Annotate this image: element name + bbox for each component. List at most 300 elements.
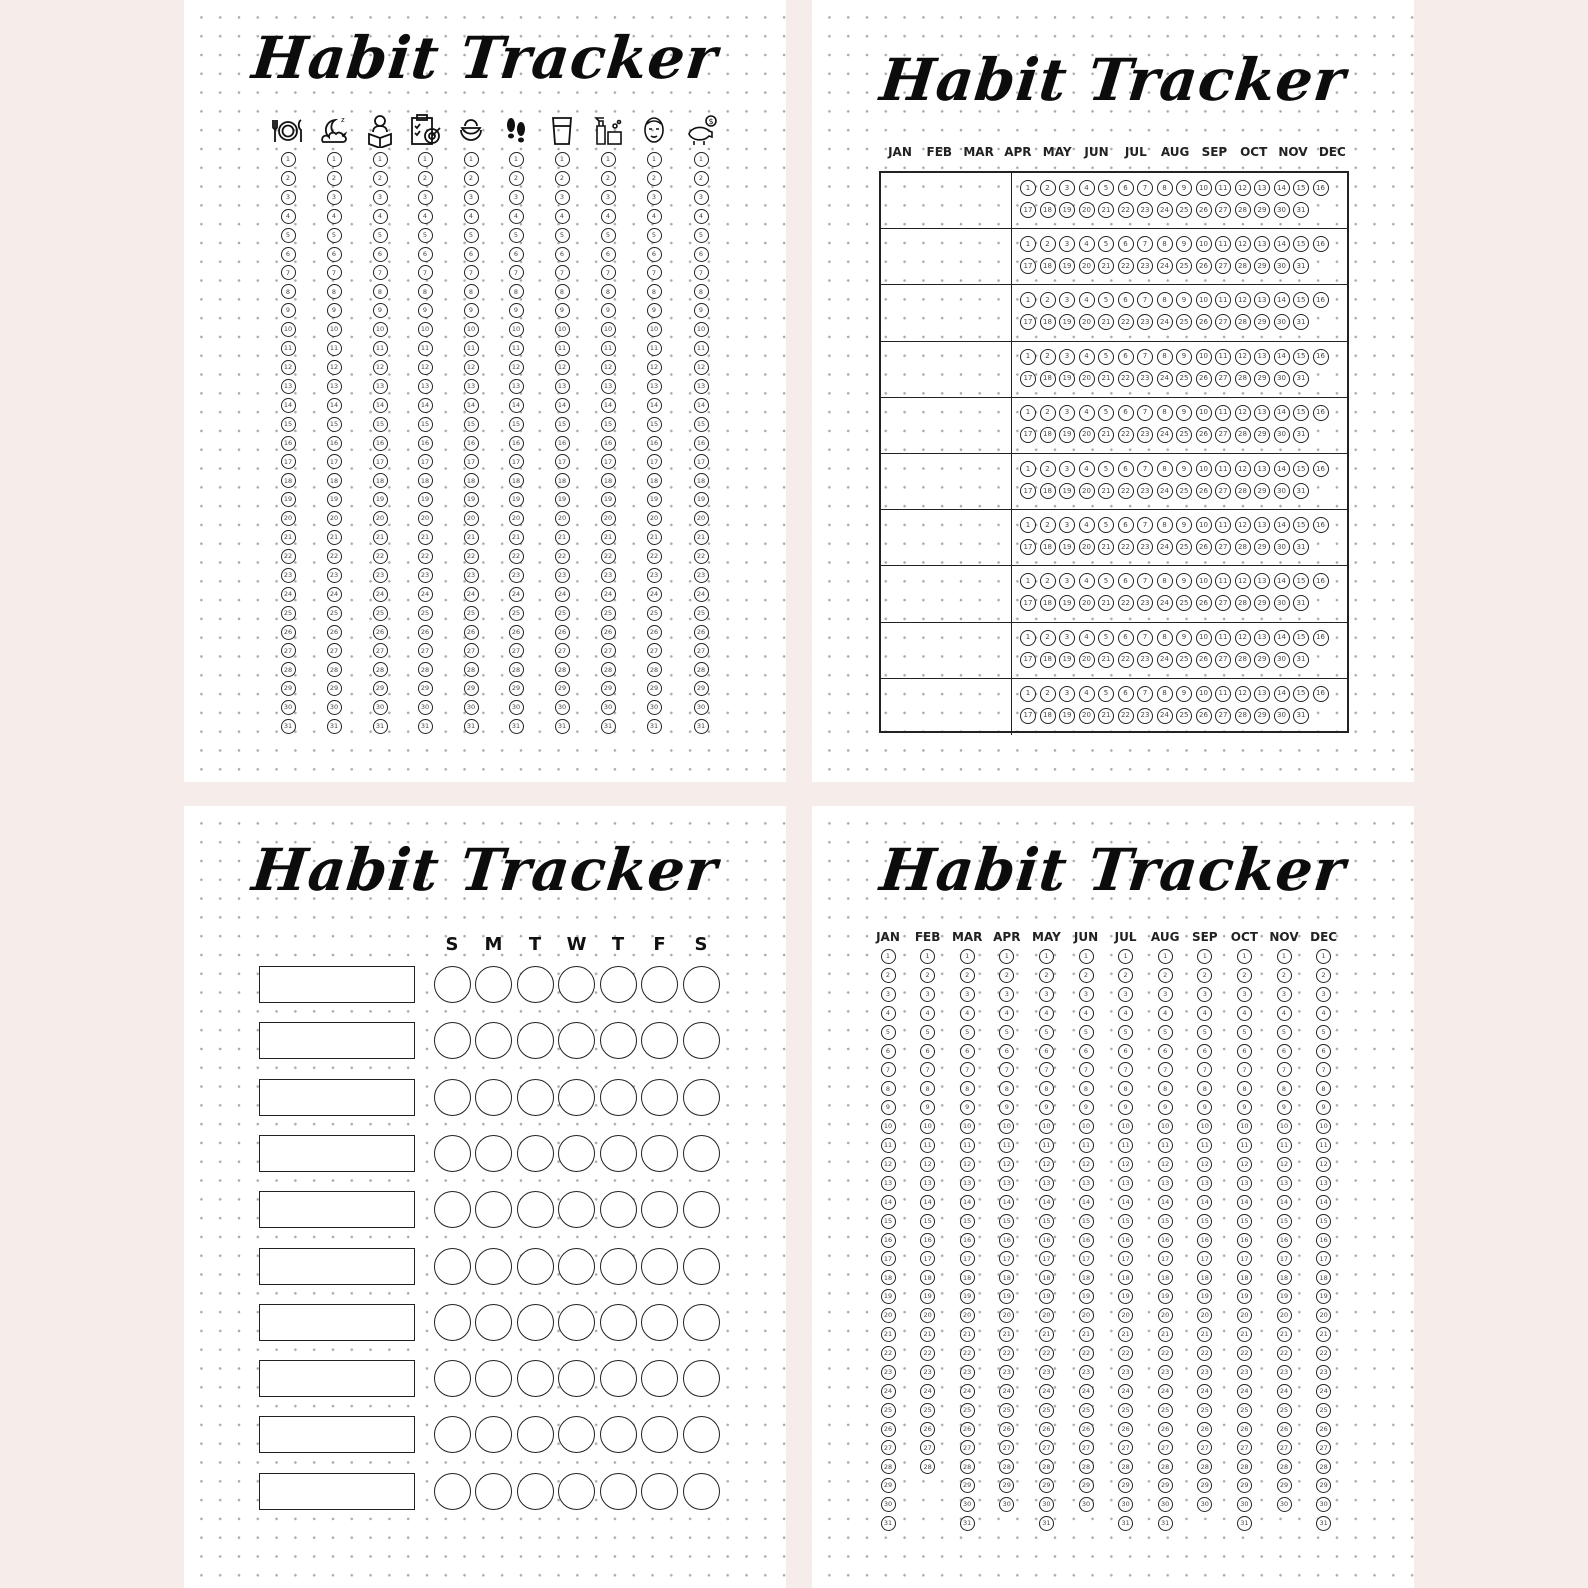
day-circle[interactable]: 15 [1293, 349, 1309, 365]
day-circle[interactable]: 9 [418, 303, 433, 318]
day-circle[interactable]: 19 [555, 492, 570, 507]
day-circle[interactable]: 13 [327, 379, 342, 394]
day-circle[interactable]: 28 [1235, 371, 1251, 387]
check-circle[interactable] [600, 1079, 637, 1116]
day-circle[interactable]: 26 [1196, 258, 1212, 274]
day-circle[interactable]: 7 [960, 1062, 975, 1077]
day-circle[interactable]: 28 [281, 662, 296, 677]
day-circle[interactable]: 29 [1254, 371, 1270, 387]
day-circle[interactable]: 29 [1254, 539, 1270, 555]
day-circle[interactable]: 31 [1293, 539, 1309, 555]
day-circle[interactable]: 25 [881, 1403, 896, 1418]
day-circle[interactable]: 20 [999, 1308, 1014, 1323]
day-circle[interactable]: 20 [464, 511, 479, 526]
day-circle[interactable]: 17 [1020, 427, 1036, 443]
day-circle[interactable]: 12 [694, 360, 709, 375]
day-circle[interactable]: 2 [1040, 573, 1056, 589]
day-circle[interactable]: 27 [1277, 1440, 1292, 1455]
day-circle[interactable]: 4 [1079, 686, 1095, 702]
day-circle[interactable]: 14 [1118, 1195, 1133, 1210]
day-circle[interactable]: 28 [1235, 202, 1251, 218]
day-circle[interactable]: 15 [1293, 180, 1309, 196]
day-circle[interactable]: 29 [694, 681, 709, 696]
day-circle[interactable]: 11 [1215, 630, 1231, 646]
day-circle[interactable]: 8 [694, 284, 709, 299]
day-circle[interactable]: 5 [509, 228, 524, 243]
day-circle[interactable]: 31 [281, 719, 296, 734]
day-circle[interactable]: 15 [1293, 686, 1309, 702]
day-circle[interactable]: 9 [1118, 1100, 1133, 1115]
check-circle[interactable] [475, 1079, 512, 1116]
day-circle[interactable]: 18 [647, 473, 662, 488]
day-circle[interactable]: 22 [373, 549, 388, 564]
day-circle[interactable]: 18 [920, 1270, 935, 1285]
day-circle[interactable]: 24 [1157, 708, 1173, 724]
day-circle[interactable]: 4 [281, 209, 296, 224]
day-circle[interactable]: 11 [999, 1138, 1014, 1153]
day-circle[interactable]: 1 [555, 152, 570, 167]
day-circle[interactable]: 2 [1040, 180, 1056, 196]
day-circle[interactable]: 16 [1197, 1233, 1212, 1248]
day-circle[interactable]: 26 [1196, 202, 1212, 218]
day-circle[interactable]: 17 [555, 454, 570, 469]
day-circle[interactable]: 25 [1118, 1403, 1133, 1418]
day-circle[interactable]: 4 [920, 1006, 935, 1021]
day-circle[interactable]: 6 [373, 247, 388, 262]
day-circle[interactable]: 21 [555, 530, 570, 545]
check-circle[interactable] [558, 1135, 595, 1172]
day-circle[interactable]: 20 [327, 511, 342, 526]
day-circle[interactable]: 10 [327, 322, 342, 337]
day-circle[interactable]: 5 [601, 228, 616, 243]
day-circle[interactable]: 9 [281, 303, 296, 318]
day-circle[interactable]: 19 [509, 492, 524, 507]
day-circle[interactable]: 7 [1137, 236, 1153, 252]
day-circle[interactable]: 15 [999, 1214, 1014, 1229]
day-circle[interactable]: 26 [1277, 1422, 1292, 1437]
day-circle[interactable]: 20 [1197, 1308, 1212, 1323]
day-circle[interactable]: 14 [1274, 461, 1290, 477]
day-circle[interactable]: 4 [1316, 1006, 1331, 1021]
day-circle[interactable]: 18 [1118, 1270, 1133, 1285]
day-circle[interactable]: 1 [1020, 573, 1036, 589]
check-circle[interactable] [683, 1191, 720, 1228]
day-circle[interactable]: 1 [1020, 405, 1036, 421]
day-circle[interactable]: 9 [1176, 292, 1192, 308]
day-circle[interactable]: 20 [694, 511, 709, 526]
day-circle[interactable]: 15 [555, 417, 570, 432]
day-circle[interactable]: 25 [694, 606, 709, 621]
day-circle[interactable]: 12 [1235, 461, 1251, 477]
day-circle[interactable]: 7 [1277, 1062, 1292, 1077]
day-circle[interactable]: 20 [1079, 483, 1095, 499]
day-circle[interactable]: 6 [509, 247, 524, 262]
day-circle[interactable]: 5 [418, 228, 433, 243]
day-circle[interactable]: 31 [1293, 202, 1309, 218]
day-circle[interactable]: 29 [1277, 1478, 1292, 1493]
day-circle[interactable]: 7 [1137, 180, 1153, 196]
day-circle[interactable]: 8 [1157, 292, 1173, 308]
day-circle[interactable]: 8 [327, 284, 342, 299]
day-circle[interactable]: 30 [1277, 1497, 1292, 1512]
day-circle[interactable]: 17 [1079, 1251, 1094, 1266]
day-circle[interactable]: 16 [281, 436, 296, 451]
check-circle[interactable] [558, 966, 595, 1003]
day-circle[interactable]: 14 [1274, 180, 1290, 196]
day-circle[interactable]: 23 [1316, 1365, 1331, 1380]
day-circle[interactable]: 24 [601, 587, 616, 602]
day-circle[interactable]: 16 [1313, 180, 1329, 196]
check-circle[interactable] [600, 1416, 637, 1453]
day-circle[interactable]: 13 [647, 379, 662, 394]
check-circle[interactable] [600, 1248, 637, 1285]
day-circle[interactable]: 29 [1237, 1478, 1252, 1493]
day-circle[interactable]: 16 [601, 436, 616, 451]
day-circle[interactable]: 18 [694, 473, 709, 488]
day-circle[interactable]: 23 [464, 568, 479, 583]
day-circle[interactable]: 9 [601, 303, 616, 318]
day-circle[interactable]: 18 [881, 1270, 896, 1285]
day-circle[interactable]: 7 [1079, 1062, 1094, 1077]
day-circle[interactable]: 2 [509, 171, 524, 186]
day-circle[interactable]: 22 [1118, 708, 1134, 724]
day-circle[interactable]: 9 [1197, 1100, 1212, 1115]
day-circle[interactable]: 16 [464, 436, 479, 451]
day-circle[interactable]: 12 [1158, 1157, 1173, 1172]
habit-name-cell[interactable] [881, 173, 1012, 228]
day-circle[interactable]: 31 [1293, 483, 1309, 499]
day-circle[interactable]: 18 [373, 473, 388, 488]
day-circle[interactable]: 15 [1316, 1214, 1331, 1229]
day-circle[interactable]: 4 [601, 209, 616, 224]
day-circle[interactable]: 1 [1020, 517, 1036, 533]
day-circle[interactable]: 7 [1137, 349, 1153, 365]
day-circle[interactable]: 7 [1137, 405, 1153, 421]
day-circle[interactable]: 7 [694, 265, 709, 280]
day-circle[interactable]: 13 [1254, 349, 1270, 365]
day-circle[interactable]: 8 [418, 284, 433, 299]
day-circle[interactable]: 31 [1237, 1516, 1252, 1531]
day-circle[interactable]: 2 [694, 171, 709, 186]
day-circle[interactable]: 15 [509, 417, 524, 432]
day-circle[interactable]: 30 [694, 700, 709, 715]
day-circle[interactable]: 5 [1098, 349, 1114, 365]
day-circle[interactable]: 16 [920, 1233, 935, 1248]
day-circle[interactable]: 29 [1254, 483, 1270, 499]
day-circle[interactable]: 16 [1277, 1233, 1292, 1248]
habit-name-cell[interactable] [881, 566, 1012, 621]
day-circle[interactable]: 24 [920, 1384, 935, 1399]
day-circle[interactable]: 5 [1098, 686, 1114, 702]
day-circle[interactable]: 17 [464, 454, 479, 469]
day-circle[interactable]: 1 [281, 152, 296, 167]
day-circle[interactable]: 17 [999, 1251, 1014, 1266]
day-circle[interactable]: 9 [1176, 405, 1192, 421]
day-circle[interactable]: 16 [694, 436, 709, 451]
day-circle[interactable]: 22 [601, 549, 616, 564]
check-circle[interactable] [434, 1248, 471, 1285]
day-circle[interactable]: 11 [509, 341, 524, 356]
day-circle[interactable]: 4 [1079, 236, 1095, 252]
day-circle[interactable]: 19 [1197, 1289, 1212, 1304]
day-circle[interactable]: 20 [960, 1308, 975, 1323]
day-circle[interactable]: 4 [999, 1006, 1014, 1021]
day-circle[interactable]: 12 [1235, 686, 1251, 702]
day-circle[interactable]: 31 [373, 719, 388, 734]
day-circle[interactable]: 17 [960, 1251, 975, 1266]
day-circle[interactable]: 10 [1196, 292, 1212, 308]
day-circle[interactable]: 4 [464, 209, 479, 224]
day-circle[interactable]: 8 [1158, 1081, 1173, 1096]
day-circle[interactable]: 6 [418, 247, 433, 262]
day-circle[interactable]: 26 [999, 1422, 1014, 1437]
day-circle[interactable]: 16 [509, 436, 524, 451]
day-circle[interactable]: 20 [1079, 258, 1095, 274]
day-circle[interactable]: 2 [1040, 630, 1056, 646]
day-circle[interactable]: 12 [509, 360, 524, 375]
day-circle[interactable]: 5 [1316, 1025, 1331, 1040]
day-circle[interactable]: 17 [1277, 1251, 1292, 1266]
day-circle[interactable]: 15 [1293, 630, 1309, 646]
day-circle[interactable]: 11 [1215, 573, 1231, 589]
day-circle[interactable]: 5 [920, 1025, 935, 1040]
day-circle[interactable]: 10 [1196, 686, 1212, 702]
check-circle[interactable] [517, 1416, 554, 1453]
day-circle[interactable]: 27 [555, 643, 570, 658]
day-circle[interactable]: 14 [999, 1195, 1014, 1210]
day-circle[interactable]: 29 [1316, 1478, 1331, 1493]
day-circle[interactable]: 20 [1277, 1308, 1292, 1323]
habit-name-cell[interactable] [881, 285, 1012, 340]
day-circle[interactable]: 29 [1254, 427, 1270, 443]
day-circle[interactable]: 28 [960, 1459, 975, 1474]
day-circle[interactable]: 12 [327, 360, 342, 375]
day-circle[interactable]: 6 [1039, 1044, 1054, 1059]
day-circle[interactable]: 6 [1118, 180, 1134, 196]
day-circle[interactable]: 26 [1196, 708, 1212, 724]
day-circle[interactable]: 30 [1039, 1497, 1054, 1512]
day-circle[interactable]: 27 [1118, 1440, 1133, 1455]
day-circle[interactable]: 16 [1313, 686, 1329, 702]
day-circle[interactable]: 23 [960, 1365, 975, 1380]
day-circle[interactable]: 2 [1237, 968, 1252, 983]
day-circle[interactable]: 23 [1137, 314, 1153, 330]
day-circle[interactable]: 25 [1176, 539, 1192, 555]
day-circle[interactable]: 16 [1158, 1233, 1173, 1248]
day-circle[interactable]: 24 [1157, 371, 1173, 387]
check-circle[interactable] [600, 1022, 637, 1059]
day-circle[interactable]: 2 [920, 968, 935, 983]
day-circle[interactable]: 12 [1235, 236, 1251, 252]
day-circle[interactable]: 8 [1237, 1081, 1252, 1096]
day-circle[interactable]: 18 [1197, 1270, 1212, 1285]
day-circle[interactable]: 15 [1039, 1214, 1054, 1229]
check-circle[interactable] [475, 1022, 512, 1059]
day-circle[interactable]: 1 [1020, 630, 1036, 646]
check-circle[interactable] [434, 1416, 471, 1453]
day-circle[interactable]: 7 [1137, 461, 1153, 477]
day-circle[interactable]: 11 [601, 341, 616, 356]
day-circle[interactable]: 24 [694, 587, 709, 602]
day-circle[interactable]: 15 [1197, 1214, 1212, 1229]
day-circle[interactable]: 9 [464, 303, 479, 318]
day-circle[interactable]: 3 [1118, 987, 1133, 1002]
day-circle[interactable]: 1 [920, 949, 935, 964]
day-circle[interactable]: 1 [464, 152, 479, 167]
day-circle[interactable]: 9 [1277, 1100, 1292, 1115]
day-circle[interactable]: 11 [464, 341, 479, 356]
day-circle[interactable]: 19 [1277, 1289, 1292, 1304]
day-circle[interactable]: 24 [373, 587, 388, 602]
habit-name-box[interactable] [259, 1360, 415, 1397]
day-circle[interactable]: 31 [1293, 595, 1309, 611]
day-circle[interactable]: 25 [1039, 1403, 1054, 1418]
day-circle[interactable]: 6 [1237, 1044, 1252, 1059]
day-circle[interactable]: 5 [1098, 405, 1114, 421]
day-circle[interactable]: 15 [464, 417, 479, 432]
day-circle[interactable]: 9 [373, 303, 388, 318]
day-circle[interactable]: 7 [418, 265, 433, 280]
day-circle[interactable]: 7 [1158, 1062, 1173, 1077]
day-circle[interactable]: 20 [1039, 1308, 1054, 1323]
day-circle[interactable]: 30 [1237, 1497, 1252, 1512]
day-circle[interactable]: 26 [1079, 1422, 1094, 1437]
check-circle[interactable] [641, 1079, 678, 1116]
day-circle[interactable]: 21 [509, 530, 524, 545]
day-circle[interactable]: 19 [1059, 202, 1075, 218]
check-circle[interactable] [434, 1473, 471, 1510]
day-circle[interactable]: 26 [1316, 1422, 1331, 1437]
day-circle[interactable]: 29 [327, 681, 342, 696]
day-circle[interactable]: 17 [1020, 258, 1036, 274]
day-circle[interactable]: 15 [1293, 461, 1309, 477]
day-circle[interactable]: 8 [1157, 405, 1173, 421]
day-circle[interactable]: 6 [1158, 1044, 1173, 1059]
day-circle[interactable]: 28 [1039, 1459, 1054, 1474]
day-circle[interactable]: 19 [1059, 595, 1075, 611]
day-circle[interactable]: 12 [920, 1157, 935, 1172]
day-circle[interactable]: 30 [1079, 1497, 1094, 1512]
day-circle[interactable]: 25 [1176, 258, 1192, 274]
day-circle[interactable]: 15 [960, 1214, 975, 1229]
day-circle[interactable]: 28 [1235, 708, 1251, 724]
day-circle[interactable]: 7 [555, 265, 570, 280]
day-circle[interactable]: 29 [1197, 1478, 1212, 1493]
day-circle[interactable]: 14 [418, 398, 433, 413]
day-circle[interactable]: 12 [1277, 1157, 1292, 1172]
day-circle[interactable]: 15 [1277, 1214, 1292, 1229]
day-circle[interactable]: 11 [1215, 461, 1231, 477]
day-circle[interactable]: 13 [920, 1176, 935, 1191]
day-circle[interactable]: 25 [555, 606, 570, 621]
day-circle[interactable]: 20 [1079, 202, 1095, 218]
day-circle[interactable]: 4 [1118, 1006, 1133, 1021]
day-circle[interactable]: 24 [1039, 1384, 1054, 1399]
day-circle[interactable]: 18 [464, 473, 479, 488]
day-circle[interactable]: 5 [281, 228, 296, 243]
day-circle[interactable]: 6 [694, 247, 709, 262]
day-circle[interactable]: 12 [881, 1157, 896, 1172]
day-circle[interactable]: 9 [999, 1100, 1014, 1115]
day-circle[interactable]: 13 [1254, 180, 1270, 196]
day-circle[interactable]: 16 [960, 1233, 975, 1248]
day-circle[interactable]: 17 [1158, 1251, 1173, 1266]
day-circle[interactable]: 27 [373, 643, 388, 658]
day-circle[interactable]: 24 [1157, 483, 1173, 499]
day-circle[interactable]: 8 [1157, 180, 1173, 196]
day-circle[interactable]: 24 [1237, 1384, 1252, 1399]
day-circle[interactable]: 16 [327, 436, 342, 451]
day-circle[interactable]: 10 [1196, 630, 1212, 646]
day-circle[interactable]: 29 [960, 1478, 975, 1493]
day-circle[interactable]: 10 [373, 322, 388, 337]
day-circle[interactable]: 28 [1235, 595, 1251, 611]
day-circle[interactable]: 30 [555, 700, 570, 715]
day-circle[interactable]: 21 [1098, 427, 1114, 443]
day-circle[interactable]: 2 [601, 171, 616, 186]
day-circle[interactable]: 31 [1293, 652, 1309, 668]
day-circle[interactable]: 30 [1274, 314, 1290, 330]
day-circle[interactable]: 29 [999, 1478, 1014, 1493]
day-circle[interactable]: 25 [1176, 595, 1192, 611]
day-circle[interactable]: 13 [1197, 1176, 1212, 1191]
day-circle[interactable]: 29 [1039, 1478, 1054, 1493]
day-circle[interactable]: 8 [1118, 1081, 1133, 1096]
day-circle[interactable]: 23 [694, 568, 709, 583]
day-circle[interactable]: 27 [1079, 1440, 1094, 1455]
check-circle[interactable] [641, 1416, 678, 1453]
check-circle[interactable] [475, 1416, 512, 1453]
day-circle[interactable]: 20 [373, 511, 388, 526]
check-circle[interactable] [434, 1135, 471, 1172]
day-circle[interactable]: 30 [647, 700, 662, 715]
day-circle[interactable]: 24 [464, 587, 479, 602]
day-circle[interactable]: 26 [1158, 1422, 1173, 1437]
day-circle[interactable]: 21 [418, 530, 433, 545]
day-circle[interactable]: 9 [1176, 630, 1192, 646]
day-circle[interactable]: 14 [1274, 405, 1290, 421]
day-circle[interactable]: 10 [1118, 1119, 1133, 1134]
check-circle[interactable] [558, 1360, 595, 1397]
day-circle[interactable]: 15 [1293, 573, 1309, 589]
check-circle[interactable] [475, 1135, 512, 1172]
day-circle[interactable]: 31 [509, 719, 524, 734]
check-circle[interactable] [683, 1360, 720, 1397]
day-circle[interactable]: 30 [1274, 371, 1290, 387]
habit-name-cell[interactable] [881, 342, 1012, 397]
day-circle[interactable]: 19 [373, 492, 388, 507]
day-circle[interactable]: 19 [1059, 371, 1075, 387]
day-circle[interactable]: 2 [1040, 292, 1056, 308]
check-circle[interactable] [558, 1248, 595, 1285]
day-circle[interactable]: 19 [464, 492, 479, 507]
day-circle[interactable]: 14 [555, 398, 570, 413]
day-circle[interactable]: 13 [1158, 1176, 1173, 1191]
day-circle[interactable]: 27 [999, 1440, 1014, 1455]
day-circle[interactable]: 1 [601, 152, 616, 167]
day-circle[interactable]: 26 [1196, 427, 1212, 443]
day-circle[interactable]: 29 [509, 681, 524, 696]
day-circle[interactable]: 8 [960, 1081, 975, 1096]
day-circle[interactable]: 25 [1158, 1403, 1173, 1418]
day-circle[interactable]: 4 [418, 209, 433, 224]
day-circle[interactable]: 23 [1137, 652, 1153, 668]
day-circle[interactable]: 31 [1293, 371, 1309, 387]
day-circle[interactable]: 15 [920, 1214, 935, 1229]
day-circle[interactable]: 28 [1235, 539, 1251, 555]
day-circle[interactable]: 19 [1237, 1289, 1252, 1304]
day-circle[interactable]: 28 [1235, 652, 1251, 668]
